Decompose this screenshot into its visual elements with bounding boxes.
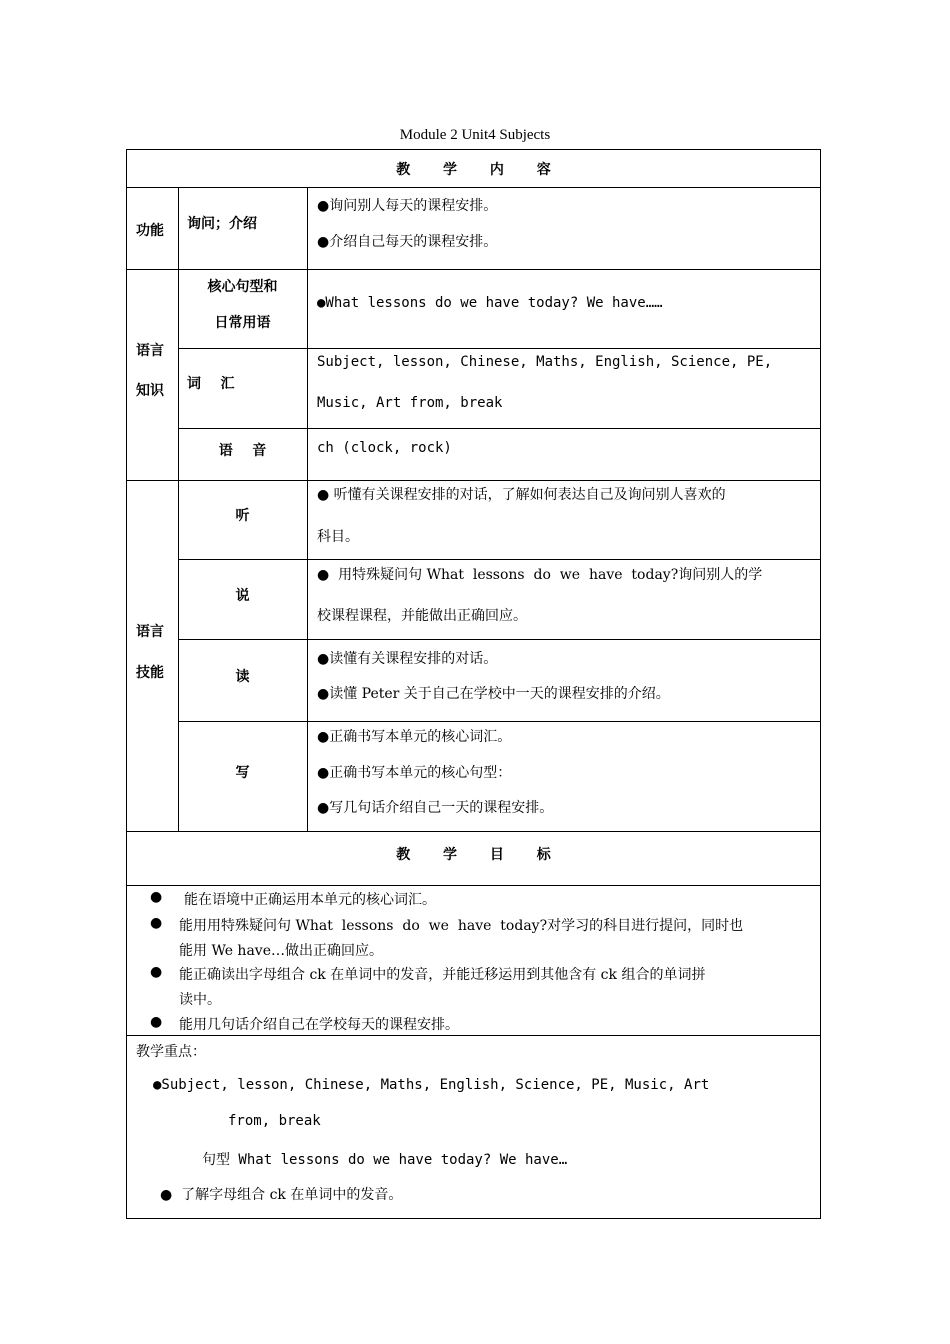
objective-bullet-4: ● bbox=[150, 1014, 163, 1030]
read-label: 读 bbox=[235, 669, 250, 685]
key-points-vocab-line-1: ●Subject, lesson, Chinese, Maths, English, Science, PE, Music, Art bbox=[153, 1077, 710, 1093]
knowledge-category-line2: 知识 bbox=[136, 383, 164, 399]
phonics-label: 语 音 bbox=[218, 443, 267, 459]
listen-label: 听 bbox=[235, 508, 250, 524]
objective-item-2-line-2: 能用 We have…做出正确回应。 bbox=[179, 943, 383, 959]
sentence-label-line2: 日常用语 bbox=[214, 315, 271, 331]
speak-line-1: ● 用特殊疑问句 What lessons do we have today?询问别人的学 bbox=[317, 567, 763, 583]
skills-category-line1: 语言 bbox=[136, 624, 164, 640]
vocab-label: 词 汇 bbox=[187, 376, 235, 392]
speak-label: 说 bbox=[235, 588, 250, 604]
phonics-text: ch (clock, rock) bbox=[317, 440, 452, 456]
objectives-header: 教 学 目 标 bbox=[396, 847, 565, 863]
vocab-line-2: Music, Art from, break bbox=[317, 395, 503, 411]
key-points-phonics: ● 了解字母组合 ck 在单词中的发音。 bbox=[160, 1187, 403, 1203]
write-item-2: ●正确书写本单元的核心句型： bbox=[317, 765, 512, 781]
objective-item-4: 能用几句话介绍自己在学校每天的课程安排。 bbox=[179, 1017, 459, 1033]
objective-bullet-1: ● bbox=[150, 889, 163, 905]
objective-item-3-line-2: 读中。 bbox=[179, 992, 221, 1008]
knowledge-category-line1: 语言 bbox=[136, 343, 164, 359]
function-sub-label: 询问；介绍 bbox=[187, 216, 257, 232]
speak-line-2: 校课程课程，并能做出正确回应。 bbox=[317, 608, 527, 624]
function-item-2: ●介绍自己每天的课程安排。 bbox=[317, 234, 498, 250]
sentence-label-line1: 核心句型和 bbox=[207, 279, 278, 295]
core-sentence-text: ●What lessons do we have today? We have…… bbox=[317, 295, 663, 311]
document-title: Module 2 Unit4 Subjects bbox=[399, 127, 551, 143]
content-header: 教 学 内 容 bbox=[396, 162, 565, 178]
objective-item-1: 能在语境中正确运用本单元的核心词汇。 bbox=[184, 892, 436, 908]
write-item-3: ●写几句话介绍自己一天的课程安排。 bbox=[317, 800, 554, 816]
listen-line-1: ● 听懂有关课程安排的对话，了解如何表达自己及询问别人喜欢的 bbox=[317, 487, 726, 503]
skills-category-line2: 技能 bbox=[136, 665, 164, 681]
key-points-label: 教学重点： bbox=[136, 1044, 206, 1060]
function-item-1: ●询问别人每天的课程安排。 bbox=[317, 198, 498, 214]
write-label: 写 bbox=[235, 765, 250, 781]
write-item-1: ●正确书写本单元的核心词汇。 bbox=[317, 729, 512, 745]
function-category: 功能 bbox=[136, 223, 164, 239]
listen-line-2: 科目。 bbox=[317, 529, 359, 545]
objective-bullet-3: ● bbox=[150, 964, 163, 980]
key-points-sentence: 句型 What lessons do we have today? We have… bbox=[202, 1152, 568, 1168]
vocab-line-1: Subject, lesson, Chinese, Maths, English, Science, PE, bbox=[317, 354, 773, 370]
objective-bullet-2: ● bbox=[150, 915, 163, 931]
objective-item-3-line-1: 能正确读出字母组合 ck 在单词中的发音，并能迁移运用到其他含有 ck 组合的单词拼 bbox=[179, 967, 706, 983]
key-points-vocab-line-2: from, break bbox=[228, 1113, 321, 1129]
read-item-2: ●读懂 Peter 关于自己在学校中一天的课程安排的介绍。 bbox=[317, 686, 670, 702]
objective-item-2-line-1: 能用用特殊疑问句 What lessons do we have today?对学习的科目进行提问，同时也 bbox=[179, 918, 744, 934]
read-item-1: ●读懂有关课程安排的对话。 bbox=[317, 651, 498, 667]
